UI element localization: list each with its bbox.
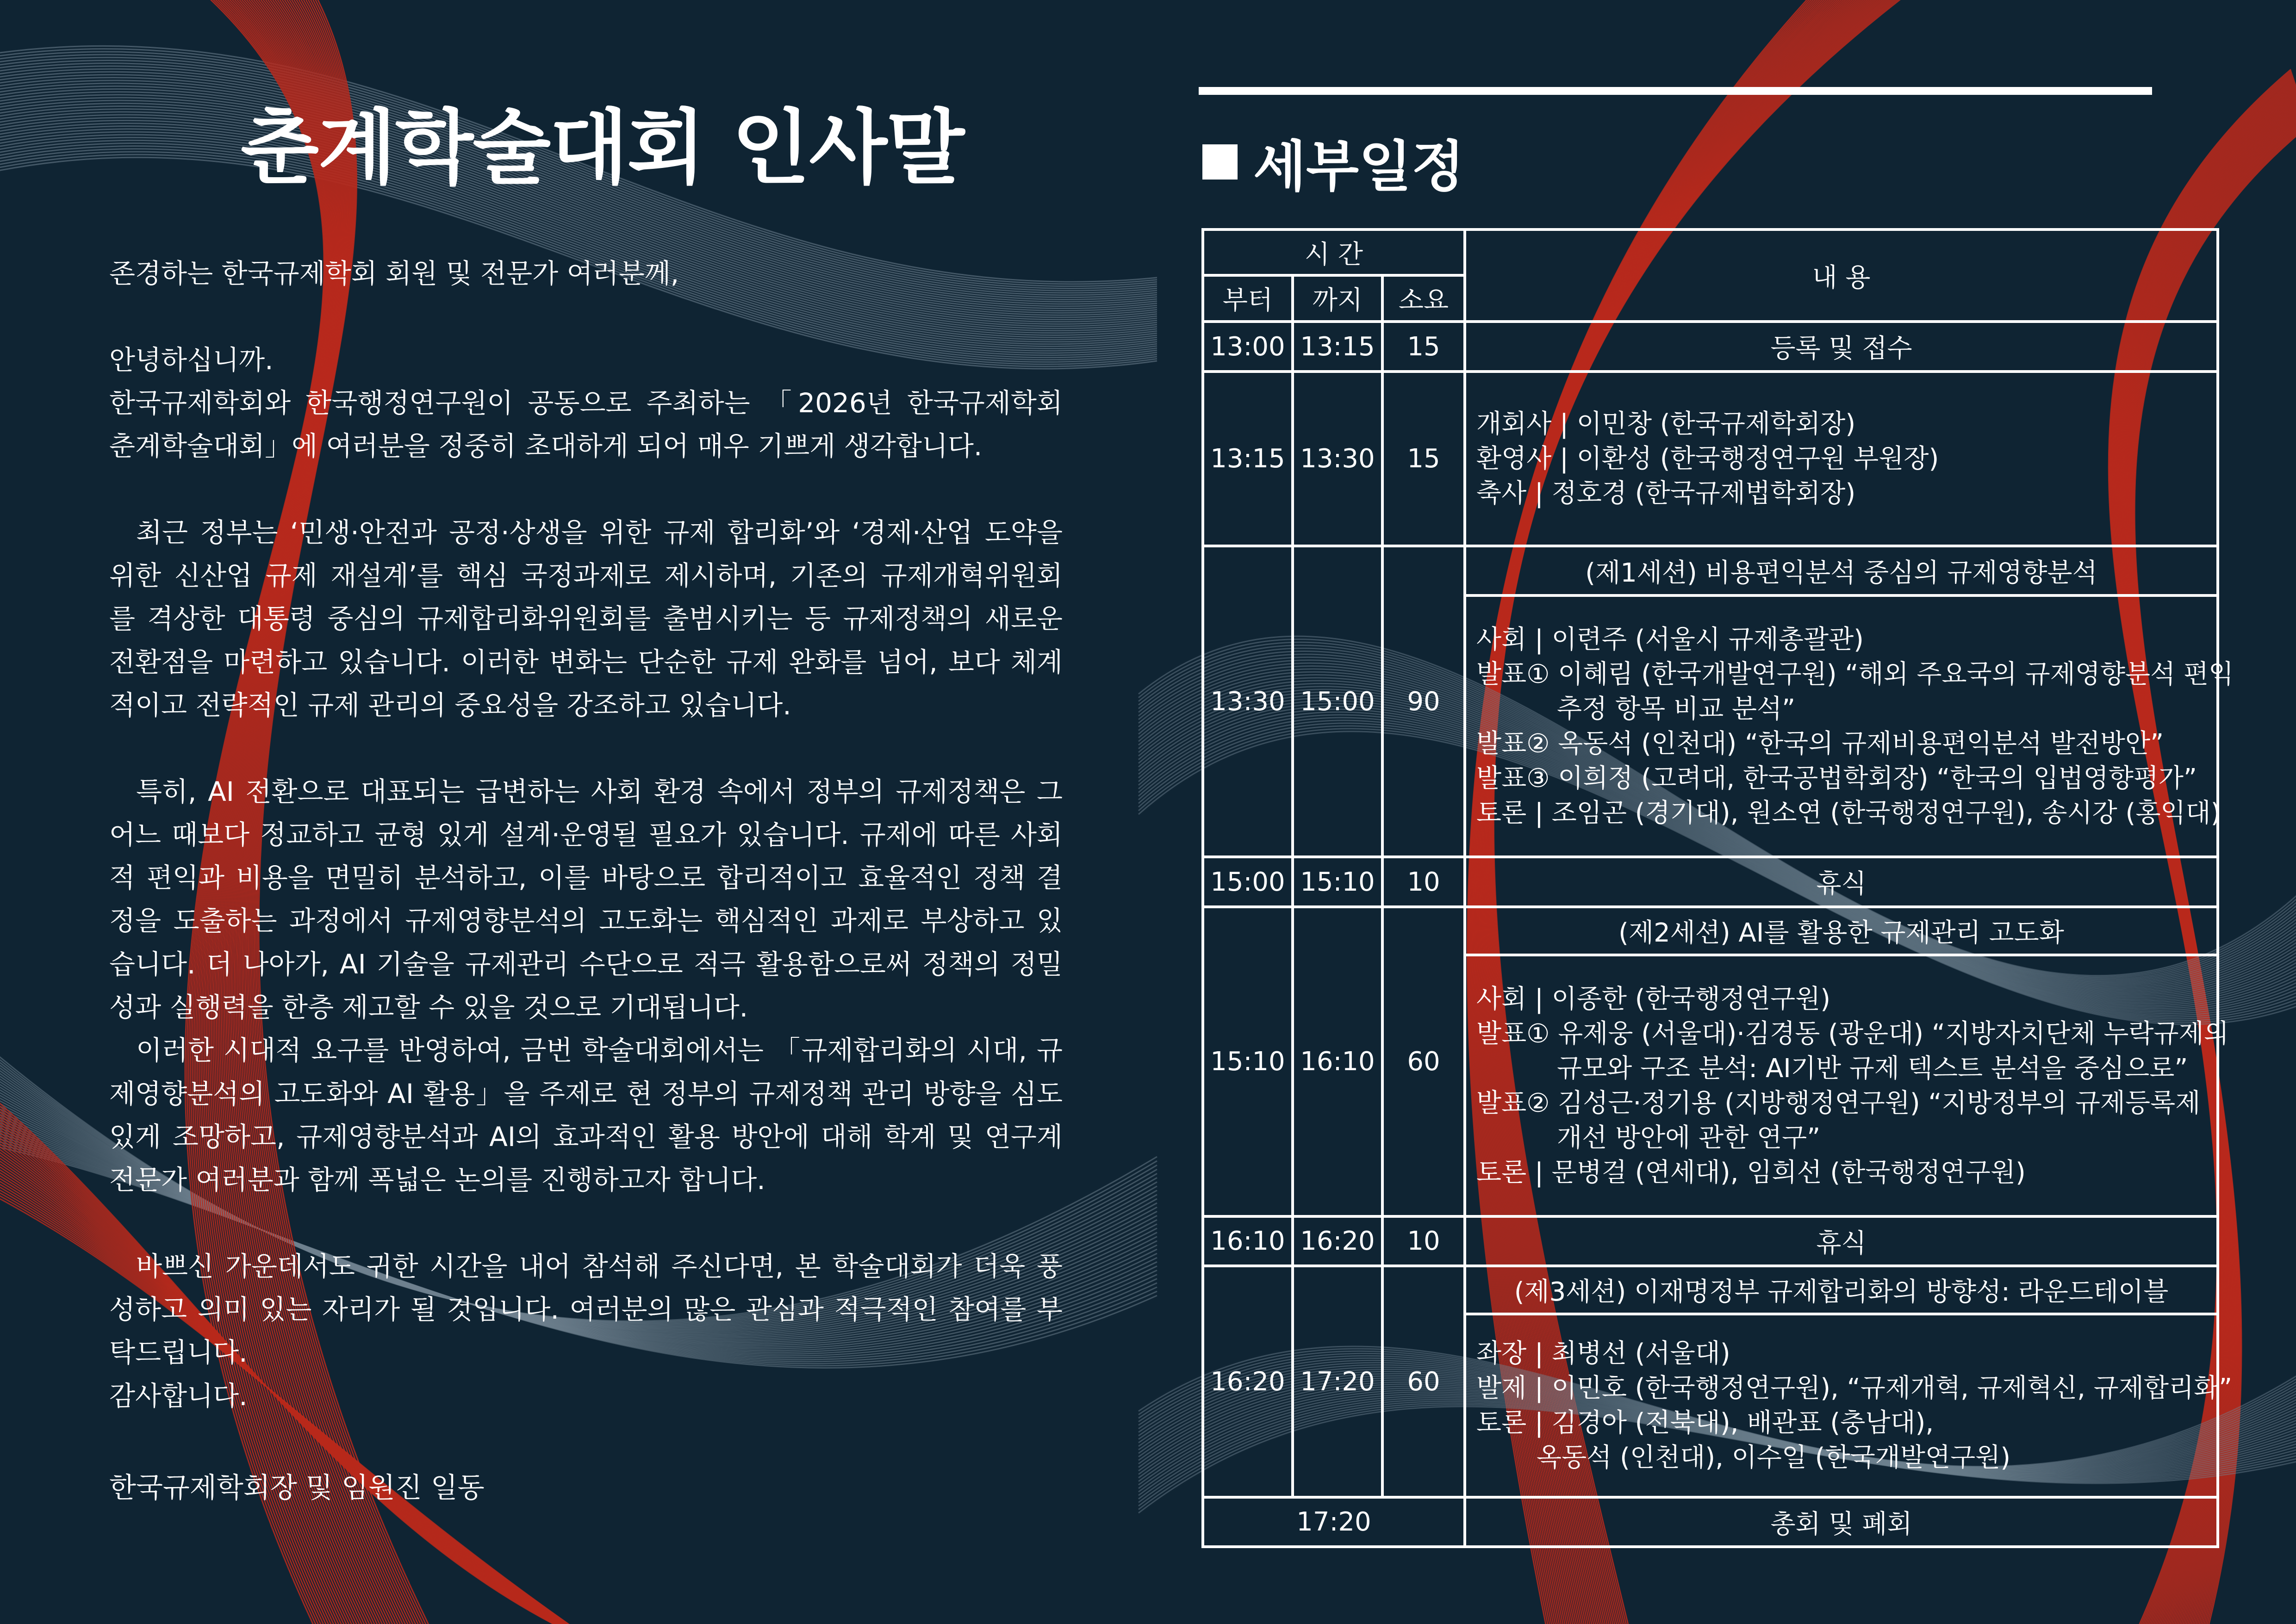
greeting-body (109, 252, 1063, 1418)
program-line: 발표① 유제웅 (서울대)·김경동 (광운대) “지방자치단체 누락규제의 (1476, 1018, 2229, 1049)
end-time: 13:15 (1293, 322, 1382, 372)
program-line: 토론 | 조임곤 (경기대), 원소연 (한국행정연구원), 송시강 (홍익대) (1476, 798, 2221, 828)
row-content: 휴식 (1465, 857, 2218, 907)
end-time: 15:10 (1293, 857, 1382, 907)
table-row (1203, 1216, 2218, 1266)
greeting-line: 있게 조망하고, 규제영향분석과 AI의 효과적인 활용 방안에 대해 학계 및 연구계 (109, 1121, 1063, 1153)
program-line: 개선 방안에 관한 연구” (1557, 1122, 1821, 1153)
program-line: 축사 | 정호경 (한국규제법학회장) (1476, 478, 1856, 508)
greeting-line: 성하고 의미 있는 자리가 될 것입니다. 여러분의 많은 관심과 적극적인 참여를 부 (109, 1294, 1063, 1326)
greeting-line: 탁드립니다. (109, 1337, 248, 1369)
session-title: (제1세션) 비용편익분석 중심의 규제영향분석 (1465, 546, 2218, 595)
session-title: (제2세션) AI를 활용한 규제관리 고도화 (1465, 907, 2218, 955)
header-content: 내 용 (1465, 229, 2218, 322)
greeting-line: 를 격상한 대통령 중심의 규제합리화위원회를 출범시키는 등 규제정책의 새로운 (109, 603, 1063, 635)
header-end: 까지 (1293, 275, 1382, 322)
duration: 60 (1382, 907, 1465, 1216)
duration: 10 (1382, 1216, 1465, 1266)
end-time: 16:10 (1293, 907, 1382, 1216)
program-line: 발제 | 이민호 (한국행정연구원), “규제개혁, 규제혁신, 규제합리화” (1476, 1373, 2233, 1403)
program-line: 발표② 옥동석 (인천대) “한국의 규제비용편익분석 발전방안” (1476, 728, 2164, 759)
square-bullet-icon (1202, 144, 1238, 180)
start-time: 15:00 (1203, 857, 1293, 907)
program-line: 환영사 | 이환성 (한국행정연구원 부원장) (1476, 444, 1939, 474)
row-content: 등록 및 접수 (1465, 322, 2218, 372)
program-line: 규모와 구조 분석: AI기반 규제 텍스트 분석을 중심으로” (1557, 1053, 2188, 1084)
program-line: 사회 | 이련주 (서울시 규제총괄관) (1476, 624, 1864, 655)
greeting-line: 안녕하십니까. (109, 344, 274, 376)
start-time: 15:10 (1203, 907, 1293, 1216)
greeting-line: 제영향분석의 고도화와 AI 활용」을 주제로 현 정부의 규제정책 관리 방향을 심도 (109, 1078, 1063, 1110)
greeting-line: 바쁘신 가운데서도 귀한 시간을 내어 참석해 주신다면, 본 학술대회가 더욱 풍 (136, 1250, 1063, 1282)
blank-line (109, 295, 1063, 338)
session-title: (제3세션) 이재명정부 규제합리화의 방향성: 라운드테이블 (1465, 1266, 2218, 1314)
end-time: 15:00 (1293, 546, 1382, 857)
duration: 15 (1382, 322, 1465, 372)
header-start: 부터 (1203, 275, 1293, 322)
greeting-line: 정을 도출하는 과정에서 규제영향분석의 고도화는 핵심적인 과제로 부상하고 있 (109, 905, 1063, 937)
program-line: 개회사 | 이민창 (한국규제학회장) (1476, 409, 1856, 439)
row-content: 총회 및 폐회 (1465, 1497, 2218, 1547)
header-duration: 소요 (1382, 275, 1465, 322)
program-line: 좌장 | 최병선 (서울대) (1476, 1339, 1730, 1369)
row-content (1465, 372, 2218, 546)
table-row (1203, 1497, 2218, 1547)
duration: 15 (1382, 372, 1465, 546)
closing-time: 17:20 (1203, 1497, 1465, 1547)
schedule-heading (1202, 123, 1464, 201)
row-content (1465, 955, 2229, 1216)
greeting-line: 감사합니다. (109, 1380, 248, 1412)
table-row (1203, 322, 2218, 372)
greeting-title: 춘계학술대회 인사말 (241, 101, 964, 195)
program-line: 토론 | 문병걸 (연세대), 임희선 (한국행정연구원) (1476, 1157, 2026, 1188)
greeting-line: 이러한 시대적 요구를 반영하여, 금번 학술대회에서는 「규제합리화의 시대, 규 (136, 1035, 1063, 1066)
greeting-line: 최근 정부는 ‘민생·안전과 공정·상생을 위한 규제 합리화’와 ‘경제·산업 도약을 (136, 516, 1063, 548)
greeting-line: 전환점을 마련하고 있습니다. 이러한 변화는 단순한 규제 완화를 넘어, 보다 체계 (109, 646, 1063, 678)
header-time: 시 간 (1203, 229, 1465, 275)
start-time: 13:00 (1203, 322, 1293, 372)
end-time: 16:20 (1293, 1216, 1382, 1266)
header-rule (1199, 87, 2152, 95)
duration: 90 (1382, 546, 1465, 857)
session-row (1203, 1266, 2218, 1314)
program-line: 발표③ 이희정 (고려대, 한국공법학회장) “한국의 입법영향평가” (1476, 763, 2197, 793)
row-content (1465, 595, 2234, 857)
start-time: 16:10 (1203, 1216, 1293, 1266)
blank-line (109, 468, 1063, 511)
greeting-signature: 한국규제학회장 및 임원진 일동 (109, 1472, 485, 1504)
greeting-salutation: 존경하는 한국규제학회 회원 및 전문가 여러분께, (109, 258, 679, 289)
program-line: 토론 | 김경아 (전북대), 배관표 (충남대), (1476, 1408, 1934, 1438)
greeting-line: 한국규제학회와 한국행정연구원이 공동으로 주최하는 「2026년 한국규제학회 (109, 387, 1063, 419)
greeting-line: 어느 때보다 정교하고 균형 있게 설계·운영될 필요가 있습니다. 규제에 따른 사회 (109, 818, 1063, 850)
session-row (1203, 546, 2218, 595)
program-line: 발표① 이혜림 (한국개발연구원) “해외 주요국의 규제영향분석 편익 (1476, 659, 2234, 689)
greeting-line: 성과 실행력을 한층 제고할 수 있을 것으로 기대됩니다. (109, 992, 748, 1023)
greeting-line: 습니다. 더 나아가, AI 기술을 규제관리 수단으로 적극 활용함으로써 정책의 정밀 (109, 948, 1063, 980)
program-line: 추정 항목 비교 분석” (1557, 694, 1796, 724)
schedule-heading-text: 세부일정 (1253, 135, 1464, 198)
duration: 60 (1382, 1266, 1465, 1497)
greeting-line: 적이고 전략적인 규제 관리의 중요성을 강조하고 있습니다. (109, 689, 791, 721)
program-line: 사회 | 이종한 (한국행정연구원) (1476, 984, 1831, 1014)
greeting-line: 춘계학술대회」에 여러분을 정중히 초대하게 되어 매우 기쁘게 생각합니다. (109, 430, 983, 462)
greeting-line: 위한 신산업 규제 재설계’를 핵심 국정과제로 제시하며, 기존의 규제개혁위원회 (109, 560, 1063, 592)
blank-line (109, 727, 1063, 770)
start-time: 13:15 (1203, 372, 1293, 546)
schedule-panel (1148, 0, 2296, 1624)
end-time: 17:20 (1293, 1266, 1382, 1497)
blank-line (109, 1202, 1063, 1245)
greeting-line: 적 편익과 비용을 면밀히 분석하고, 이를 바탕으로 합리적이고 효율적인 정책 결 (109, 862, 1063, 894)
table-row (1203, 857, 2218, 907)
row-content: 휴식 (1465, 1216, 2218, 1266)
start-time: 16:20 (1203, 1266, 1293, 1497)
row-content (1465, 1314, 2233, 1497)
greeting-line: 전문가 여러분과 함께 폭넓은 논의를 진행하고자 합니다. (109, 1164, 765, 1196)
start-time: 13:30 (1203, 546, 1293, 857)
greeting-line: 특히, AI 전환으로 대표되는 급변하는 사회 환경 속에서 정부의 규제정책은 그 (136, 775, 1063, 807)
end-time: 13:30 (1293, 372, 1382, 546)
schedule-table (1201, 228, 2234, 1548)
table-header-row (1203, 229, 2218, 275)
program-line: 옥동석 (인천대), 이수일 (한국개발연구원) (1537, 1443, 2011, 1473)
session-row (1203, 907, 2218, 955)
table-row (1203, 372, 2218, 546)
program-line: 발표② 김성근·정기용 (지방행정연구원) “지방정부의 규제등록제 (1476, 1088, 2201, 1118)
duration: 10 (1382, 857, 1465, 907)
